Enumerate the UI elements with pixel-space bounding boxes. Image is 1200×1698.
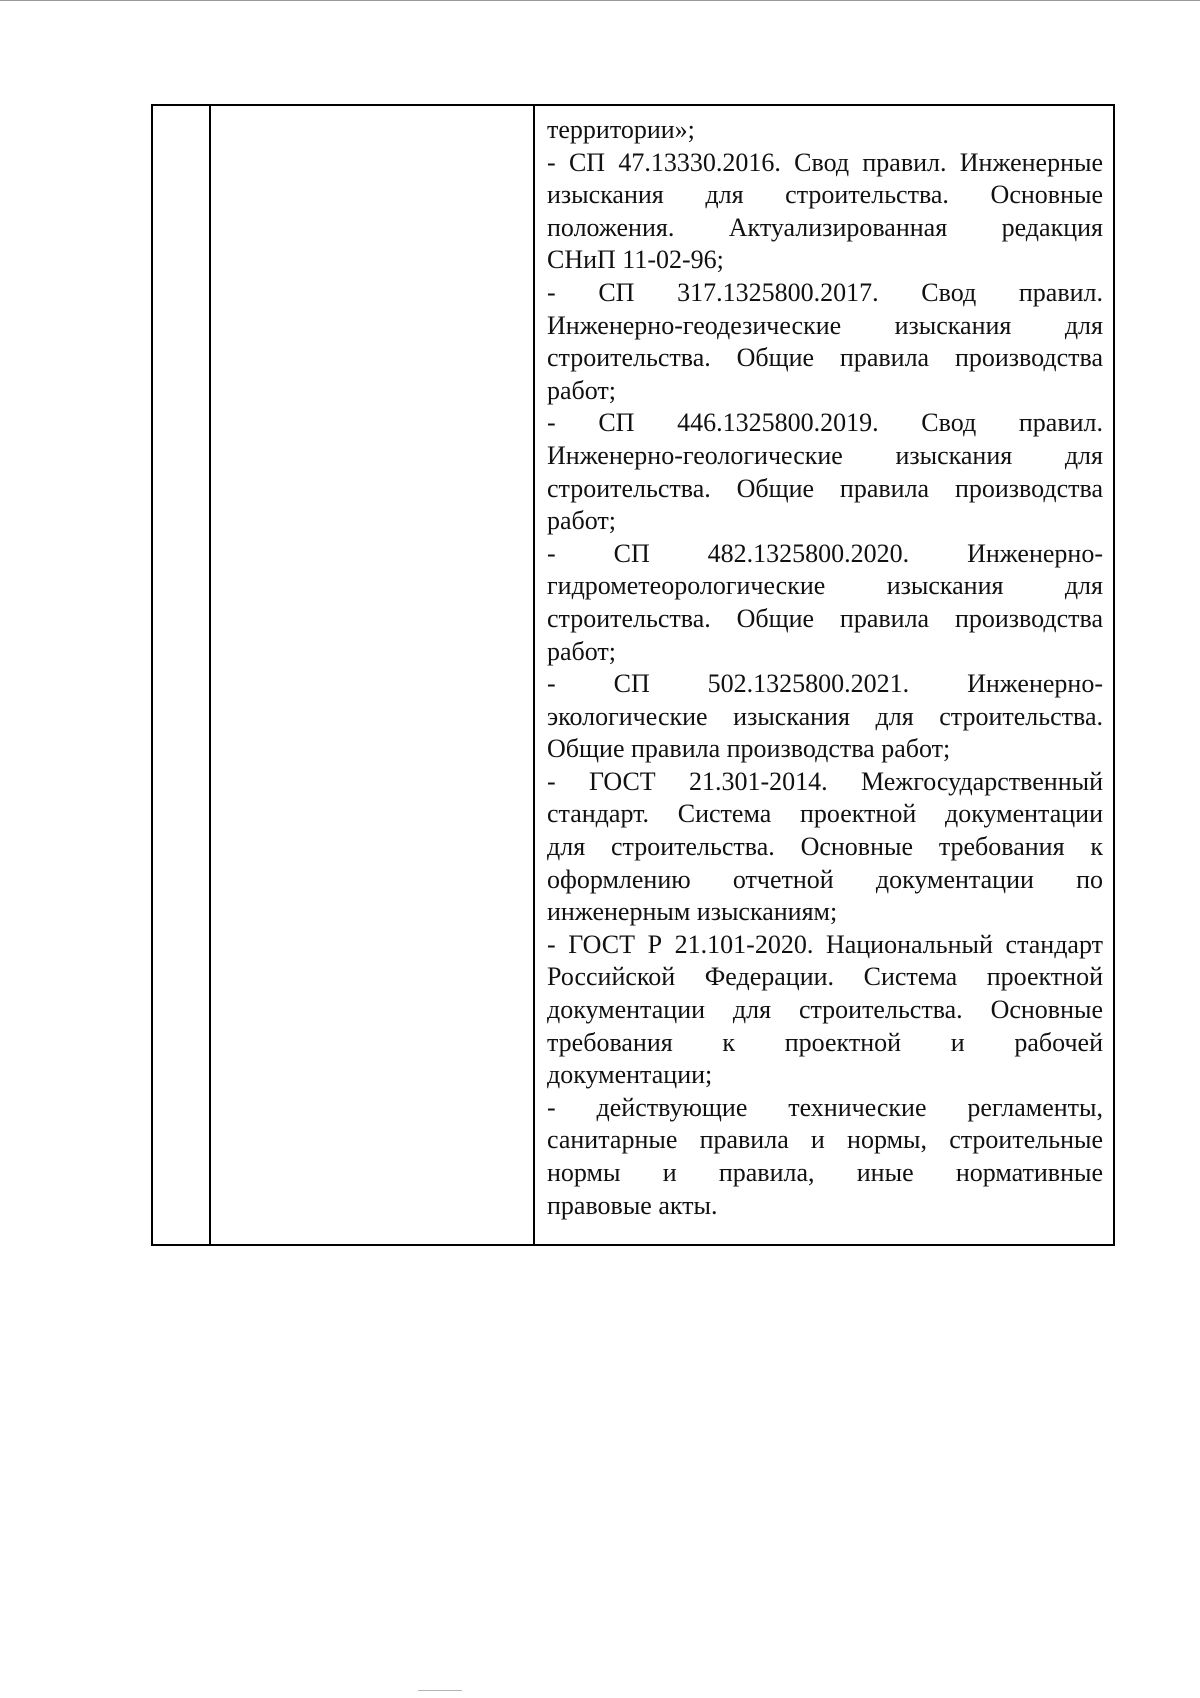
content-line: требования к проектной и рабочей xyxy=(547,1027,1103,1057)
content-line: Инженерно-геодезические изыскания для xyxy=(547,310,1103,340)
content-line: экологические изыскания для строительства. xyxy=(547,701,1103,731)
content-cell xyxy=(534,105,1114,1245)
requirements-table xyxy=(151,104,1115,1246)
content-line: санитарные правила и нормы, строительные xyxy=(547,1125,1103,1155)
content-line: - СП 47.13330.2016. Свод правил. Инженерные xyxy=(547,147,1103,177)
content-line: документации; xyxy=(547,1060,713,1090)
content-line: - действующие технические регламенты, xyxy=(547,1092,1103,1122)
content-line: изыскания для строительства. Основные xyxy=(547,180,1103,210)
content-line: положения. Актуализированная редакция xyxy=(547,212,1103,242)
content-line: нормы и правила, иные нормативные xyxy=(547,1158,1103,1187)
scan-top-edge xyxy=(0,0,1200,1)
content-line: - СП 317.1325800.2017. Свод правил. xyxy=(547,277,1103,307)
content-line: работ; xyxy=(547,636,617,666)
name-cell xyxy=(210,105,534,1245)
scan-artifact xyxy=(418,1690,462,1691)
content-line: - СП 502.1325800.2021. Инженерно- xyxy=(547,669,1103,699)
content-line: Инженерно-геологические изыскания для xyxy=(547,440,1103,470)
content-line: работ; xyxy=(547,506,617,536)
content-line: строительства. Общие правила производства xyxy=(547,473,1103,503)
content-line: работ; xyxy=(547,375,617,405)
content-line: Российской Федерации. Система проектной xyxy=(547,962,1103,992)
content-line: документации для строительства. Основные xyxy=(547,995,1103,1025)
content-line: - СП 482.1325800.2020. Инженерно- xyxy=(547,538,1103,568)
content-line: стандарт. Система проектной документации xyxy=(547,799,1103,829)
content-line: СНиП 11-02-96; xyxy=(547,245,724,275)
content-line: строительства. Общие правила производства xyxy=(547,603,1103,633)
content-line: Общие правила производства работ; xyxy=(547,734,951,764)
content-text xyxy=(535,106,1113,1222)
content-line: территории»; xyxy=(547,115,695,144)
content-line: гидрометеорологические изыскания для xyxy=(547,571,1103,601)
content-line: - СП 446.1325800.2019. Свод правил. xyxy=(547,408,1103,438)
content-line: инженерным изысканиям; xyxy=(547,897,838,927)
content-line: для строительства. Основные требования к xyxy=(547,832,1103,862)
number-cell xyxy=(152,105,210,1245)
content-line: правовые акты. xyxy=(547,1190,718,1220)
table-row xyxy=(152,105,1114,1245)
content-line: строительства. Общие правила производства xyxy=(547,343,1103,373)
content-line: оформлению отчетной документации по xyxy=(547,864,1103,894)
content-line: - ГОСТ 21.301-2014. Межгосударственный xyxy=(547,766,1103,796)
content-line: - ГОСТ Р 21.101-2020. Национальный стандарт xyxy=(547,929,1103,959)
